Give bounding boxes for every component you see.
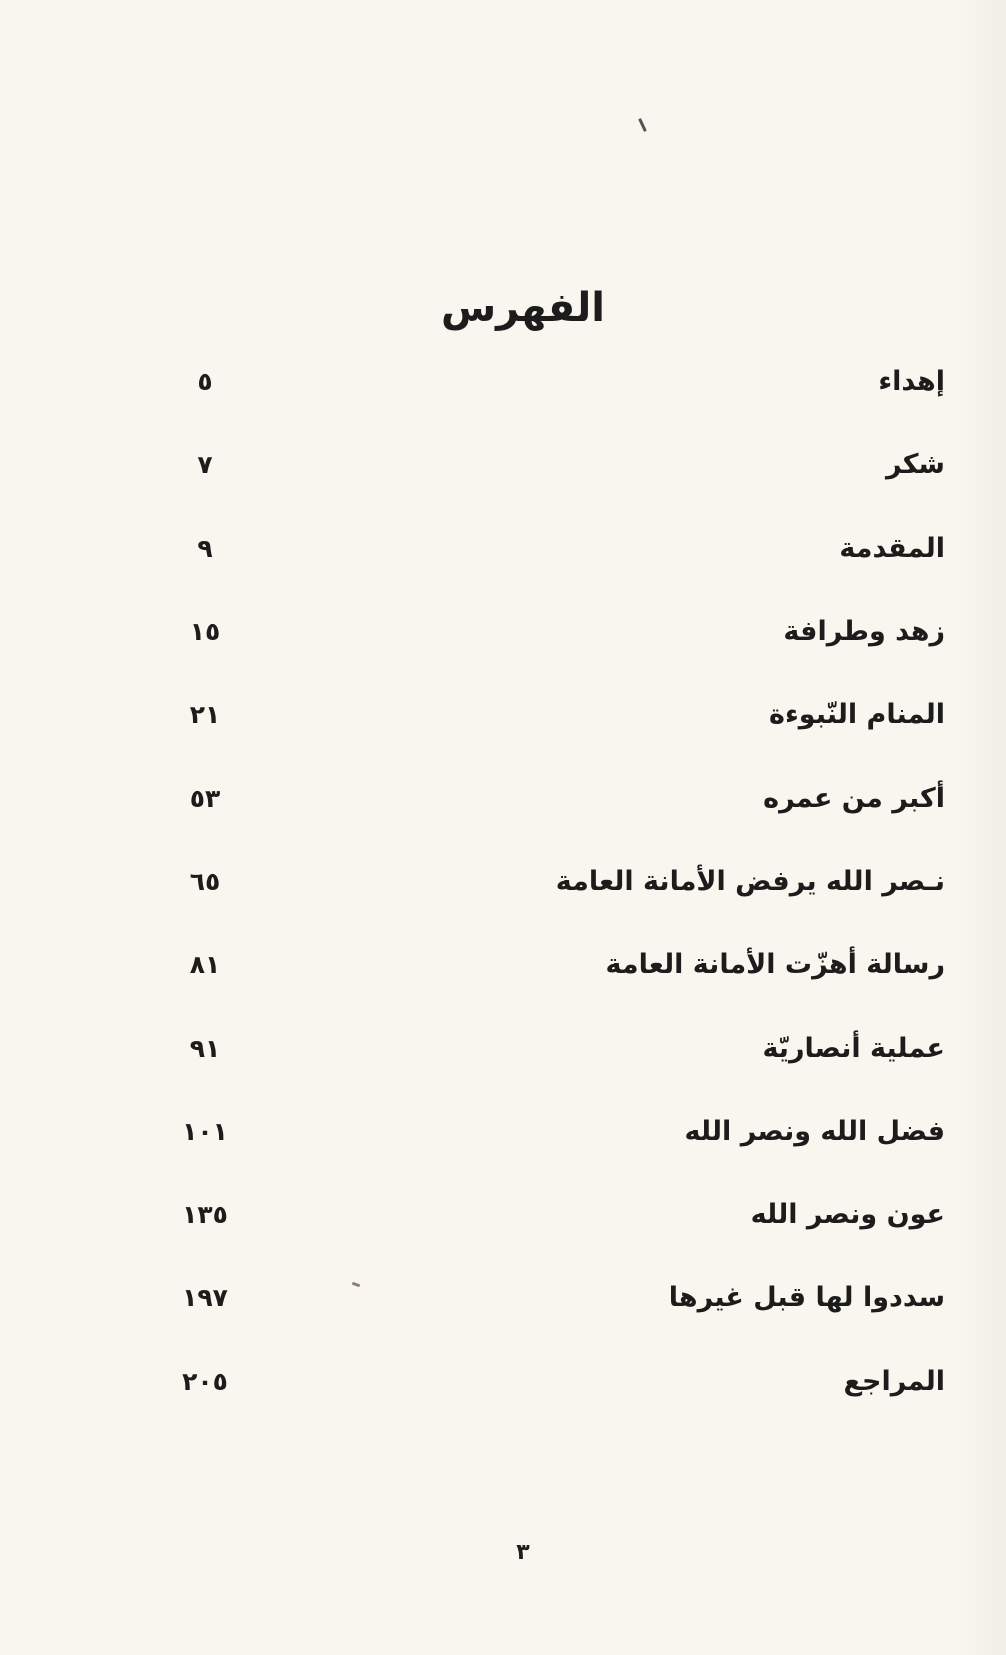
toc-entry-page: ٩١ [189,1033,221,1063]
table-of-contents [175,340,945,1423]
toc-entry-page: ١٠١ [182,1116,228,1146]
toc-entry-title: زهد وطرافة [783,616,945,648]
toc-entry-page: ٥ [197,367,213,397]
page-number: ٣ [516,1540,530,1565]
toc-entry-page: ٨١ [189,950,221,980]
toc-entry [175,756,945,839]
toc-entry-title: رسالة أهزّت الأمانة العامة [605,949,945,981]
toc-entry [175,423,945,506]
toc-entry [175,1340,945,1423]
toc-entry-title: عون ونصر الله [750,1199,945,1231]
toc-entry [175,673,945,756]
toc-entry [175,1256,945,1339]
toc-entry-title: أكبر من عمره [763,782,945,814]
page-edge-shading [954,0,1006,1655]
toc-entry-page: ٩ [197,533,213,563]
toc-entry-page: ١٣٥ [182,1200,228,1230]
toc-entry [175,340,945,423]
toc-entry [175,1090,945,1173]
toc-entry-page: ١٥ [189,617,221,647]
toc-entry-title: فضل الله ونصر الله [684,1115,945,1147]
toc-entry [175,590,945,673]
toc-entry [175,840,945,923]
toc-entry-title: سددوا لها قبل غيرها [668,1282,945,1314]
toc-entry-page: ١٩٧ [182,1283,228,1313]
toc-entry-title: المنام النّبوءة [769,699,945,731]
toc-entry [175,1006,945,1089]
toc-entry-title: المقدمة [839,532,945,564]
toc-entry-page: ٦٥ [189,866,221,896]
toc-entry-page: ٢٠٥ [182,1366,228,1396]
toc-entry-page: ٢١ [189,700,221,730]
toc-entry [175,1173,945,1256]
page-title: الفهرس [440,284,605,331]
toc-entry [175,507,945,590]
toc-entry-title: عملية أنصاريّة [762,1032,945,1064]
toc-entry-page: ٥٣ [189,783,221,813]
toc-entry-title: إهداء [878,366,945,398]
toc-entry-title: نـصر الله يرفض الأمانة العامة [555,865,945,897]
toc-entry-title: شكر [885,449,945,481]
toc-entry [175,923,945,1006]
toc-entry-title: المراجع [843,1365,945,1397]
ink-speck [638,118,647,132]
toc-entry-page: ٧ [197,450,213,480]
